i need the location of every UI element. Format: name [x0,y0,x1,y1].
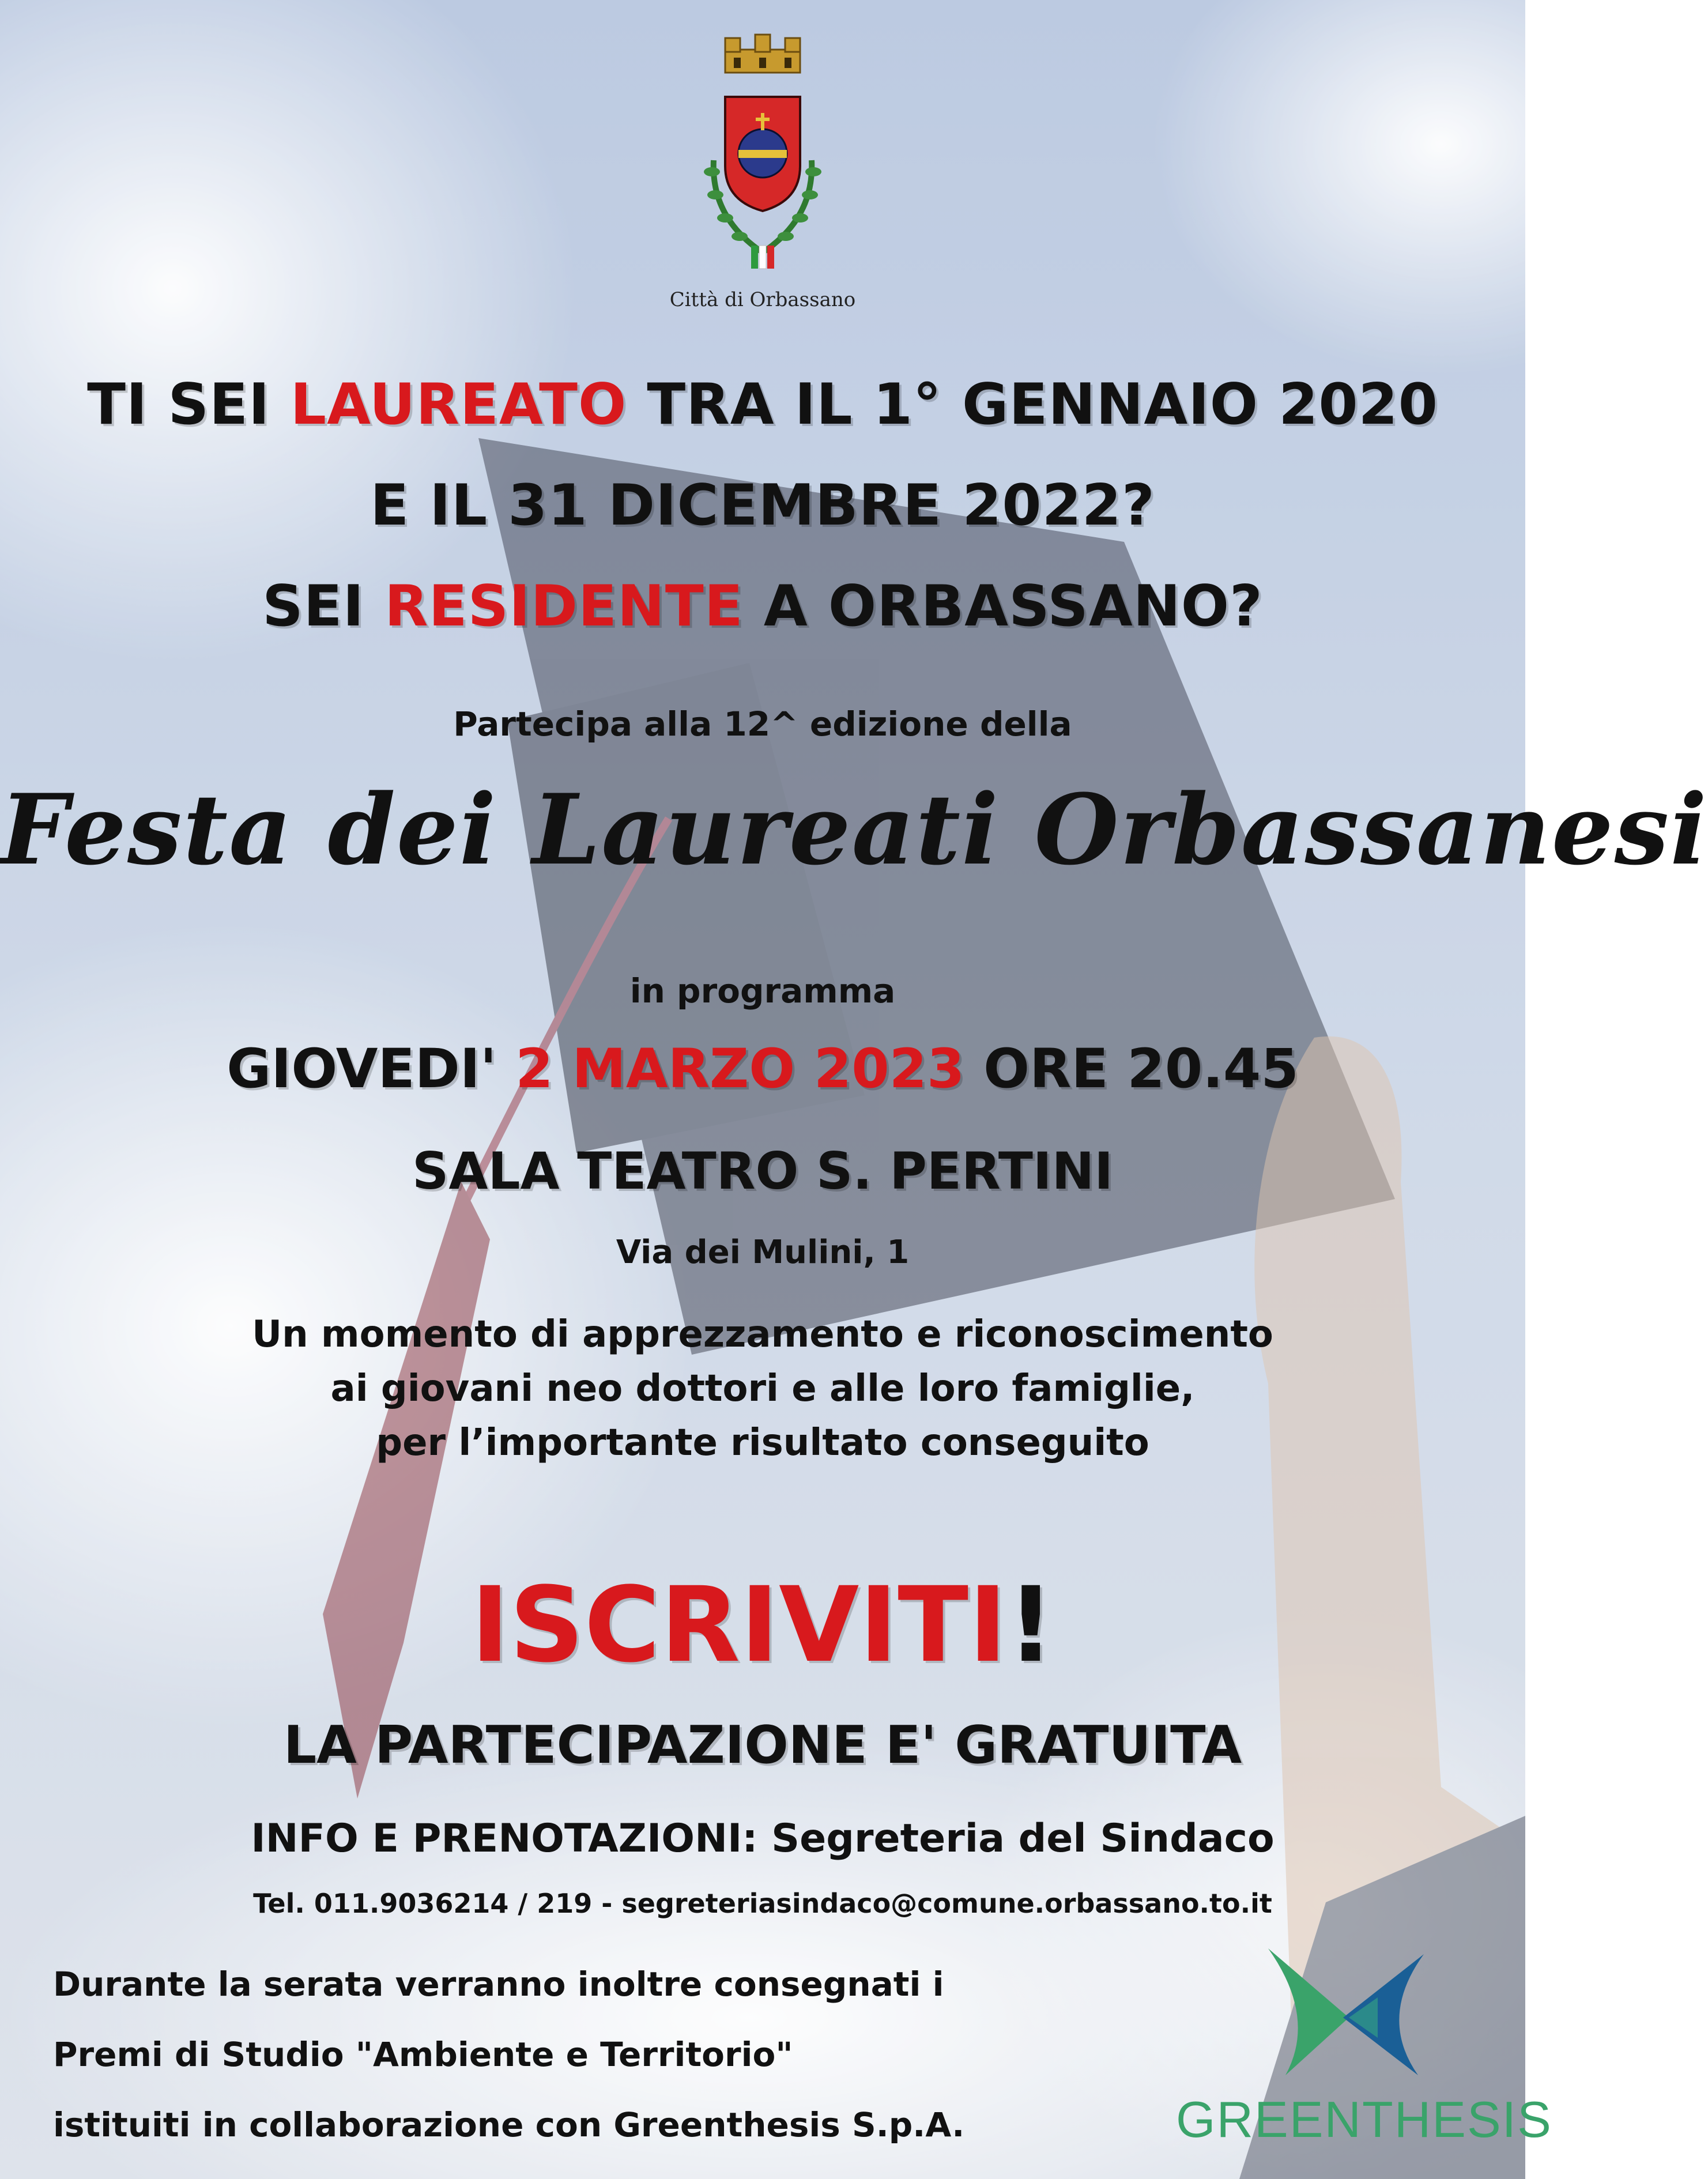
greenthesis-mark-icon [1262,1943,1430,2081]
headline-line-1-post: TRA IL 1° GENNAIO 2020 [627,372,1438,438]
description-line: ai giovani neo dottori e alle loro famiglie, [330,1367,1195,1410]
date-pre: GIOVEDI' [227,1038,516,1100]
headline-line-3-post: A ORBASSANO? [743,574,1263,639]
iscriviti-word: ISCRIVITI [470,1565,1008,1686]
headline-line-1 [0,372,1525,438]
greenthesis-logo [1176,1943,1552,2150]
event-time: ORE 20.45 [964,1038,1299,1100]
headline-line-3-pre: SEI [262,574,385,639]
awards-line: Durante la serata verranno inoltre consegnati i [53,1965,944,2004]
in-programma-text: in programma [629,971,896,1011]
exclamation-mark: ! [1007,1565,1055,1686]
venue-address: Via dei Mulini, 1 [616,1234,910,1271]
city-coat-of-arms [670,28,855,281]
headline-residente: RESIDENTE [384,574,744,639]
event-date-line [0,1038,1525,1100]
venue-name: SALA TEATRO S. PERTINI [412,1141,1113,1201]
headline-line-2: E IL 31 DICEMBRE 2022? [370,473,1155,538]
description-line: Un momento di apprezzamento e riconoscimento [252,1313,1273,1356]
description-line: per l’importante risultato conseguito [376,1422,1149,1464]
headline-laureato: LAUREATO [290,372,627,438]
register-call-to-action [0,1565,1525,1686]
awards-line: istituiti in collaborazione con Greenthesis S.p.A. [53,2105,965,2144]
coat-of-arms-icon [670,28,855,281]
event-date: 2 MARZO 2023 [515,1038,965,1100]
contact-line: Tel. 011.9036214 / 219 - segreteriasindaco@comune.orbassano.to.it [253,1888,1272,1919]
free-participation: LA PARTECIPAZIONE E' GRATUITA [283,1715,1242,1775]
event-title: Festa dei Laureati Orbassanesi [0,772,1708,887]
edition-text: Partecipa alla 12^ edizione della [453,704,1072,744]
city-caption: Città di Orbassano [669,288,856,311]
awards-line: Premi di Studio "Ambiente e Territorio" [53,2035,793,2074]
headline-line-1-pre: TI SEI [87,372,291,438]
greenthesis-name: GREENTHESIS [1176,2091,1552,2148]
info-line: INFO E PRENOTAZIONI: Segreteria del Sindaco [251,1816,1275,1861]
headline-line-3 [0,574,1525,639]
description [0,1307,1525,1470]
